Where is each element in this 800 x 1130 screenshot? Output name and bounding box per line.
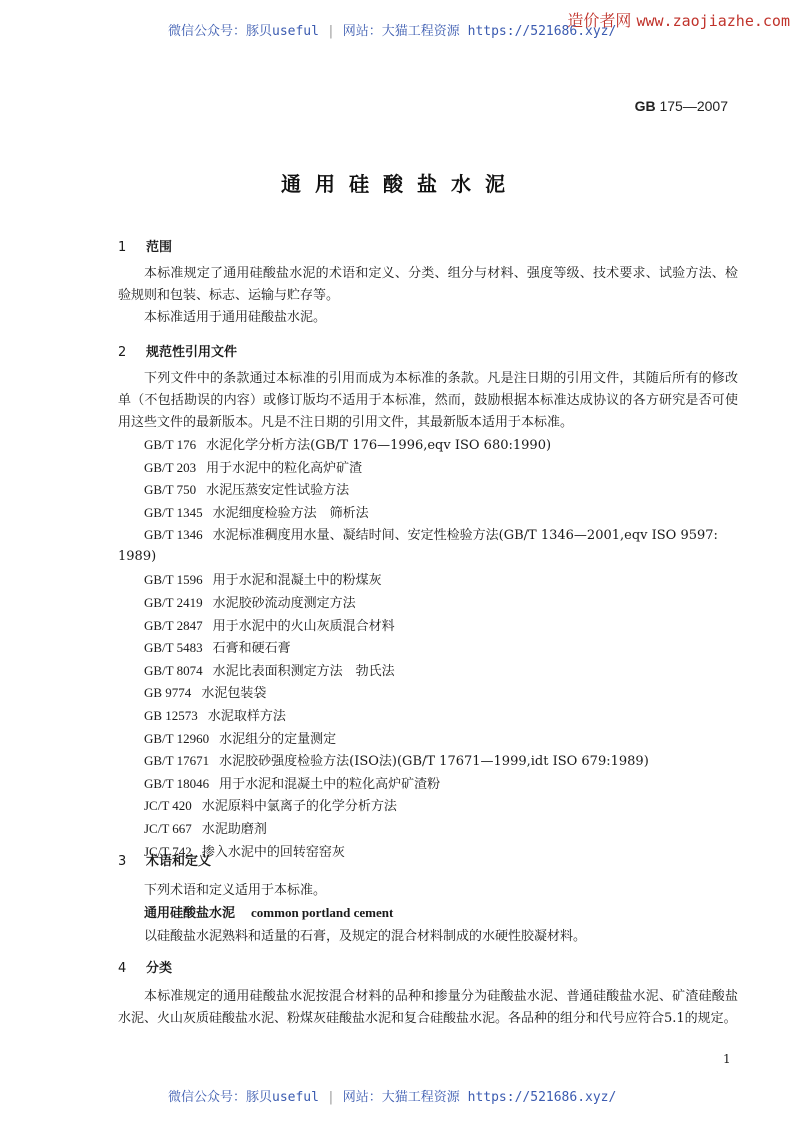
reference-item: GB/T 1345 水泥细度检验方法 筛析法 xyxy=(144,504,369,521)
standard-prefix: GB xyxy=(634,98,656,114)
section-heading-4: 4 分类 xyxy=(118,961,173,976)
top-watermark: 微信公众号：豚贝useful | 网站：大猫工程资源 https://521686.xyz/ xyxy=(168,24,617,39)
reference-item: GB/T 2847 用于水泥中的火山灰质混合材料 xyxy=(144,617,395,634)
reference-item: GB/T 12960 水泥组分的定量测定 xyxy=(144,730,337,747)
reference-item: GB/T 8074 水泥比表面积测定方法 勃氏法 xyxy=(144,662,395,679)
watermark-site: 网站：大猫工程资源 https://521686.xyz/ xyxy=(342,1090,617,1105)
standard-code xyxy=(635,98,728,114)
watermark-wechat: 微信公众号：豚贝useful xyxy=(168,1090,319,1105)
section-4-paragraph-1: 本标准规定的通用硅酸盐水泥按混合材料的品种和掺量分为硅酸盐水泥、普通硅酸盐水泥、矿渣硅酸盐水泥、火山灰质硅酸盐水泥、粉煤灰硅酸盐水泥和复合硅酸盐水泥。各品种的组分和代号应符合5.1的规定。 xyxy=(118,989,738,1026)
standard-number: 175—2007 xyxy=(659,98,728,114)
term-definition: 以硅酸盐水泥熟料和适量的石膏，及规定的混合材料制成的水硬性胶凝材料。 xyxy=(144,929,587,944)
watermark-site: 网站：大猫工程资源 https://521686.xyz/ xyxy=(342,24,617,39)
document-title: 通用硅酸盐水泥 xyxy=(281,172,519,196)
bottom-watermark: 微信公众号：豚贝useful | 网站：大猫工程资源 https://521686.xyz/ xyxy=(168,1090,617,1105)
reference-item: GB/T 17671 水泥胶砂强度检验方法(ISO法)(GB/T 17671—1999,idt ISO 679:1989) xyxy=(144,753,649,770)
watermark-wechat: 微信公众号：豚贝useful xyxy=(168,24,319,39)
reference-item: GB/T 750 水泥压蒸安定性试验方法 xyxy=(144,482,350,499)
reference-item: JC/T 667 水泥助磨剂 xyxy=(144,820,267,837)
reference-item: GB/T 203 用于水泥中的粒化高炉矿渣 xyxy=(144,459,363,476)
reference-item: GB/T 5483 石膏和硬石膏 xyxy=(144,640,291,657)
term-zh: 通用硅酸盐水泥 xyxy=(144,906,236,921)
reference-item: GB/T 176 水泥化学分析方法(GB/T 176—1996,eqv ISO 680:1990) xyxy=(144,437,552,453)
section-1-paragraph-2: 本标准适用于通用硅酸盐水泥。 xyxy=(144,310,327,325)
term-en: common portland cement xyxy=(251,905,394,920)
section-2-paragraph-1: 下列文件中的条款通过本标准的引用而成为本标准的条款。凡是注日期的引用文件，其随后所有的修改单（不包括勘误的内容）或修订版均不适用于本标准，然而，鼓励根据本标准达成协议的各方研究是否可使用这些文件的最新版本。凡是不注日期的引用文件，其最新版本适用于本标准。 xyxy=(118,371,738,430)
reference-item: GB/T 18046 用于水泥和混凝土中的粒化高炉矿渣粉 xyxy=(144,775,441,792)
corner-watermark-url[interactable]: www.zaojiazhe.com xyxy=(636,12,790,30)
reference-item: JC/T 742 掺入水泥中的回转窑窑灰 xyxy=(144,843,345,860)
section-3-intro: 下列术语和定义适用于本标准。 xyxy=(144,883,327,898)
reference-item: GB/T 2419 水泥胶砂流动度测定方法 xyxy=(144,594,356,611)
page-number: 1 xyxy=(723,1052,731,1066)
section-heading-3: 3 术语和定义 xyxy=(118,854,212,869)
reference-item: JC/T 420 水泥原料中氯离子的化学分析方法 xyxy=(144,798,397,815)
corner-watermark-name: 造价者网 xyxy=(567,11,632,30)
corner-watermark xyxy=(567,8,790,31)
term-entry xyxy=(144,902,393,921)
section-heading-1: 1 范围 xyxy=(118,240,173,255)
section-1-paragraph-1: 本标准规定了通用硅酸盐水泥的术语和定义、分类、组分与材料、强度等级、技术要求、试验方法、检验规则和包装、标志、运输与贮存等。 xyxy=(118,266,738,303)
reference-item: GB 12573 水泥取样方法 xyxy=(144,707,286,724)
reference-item: GB/T 1346 水泥标准稠度用水量、凝结时间、安定性检验方法(GB/T 1346—2001,eqv ISO 9597: 1989) xyxy=(118,527,718,565)
section-heading-2: 2 规范性引用文件 xyxy=(118,345,238,360)
reference-item: GB 9774 水泥包装袋 xyxy=(144,685,267,702)
reference-item: GB/T 1596 用于水泥和混凝土中的粉煤灰 xyxy=(144,572,382,589)
